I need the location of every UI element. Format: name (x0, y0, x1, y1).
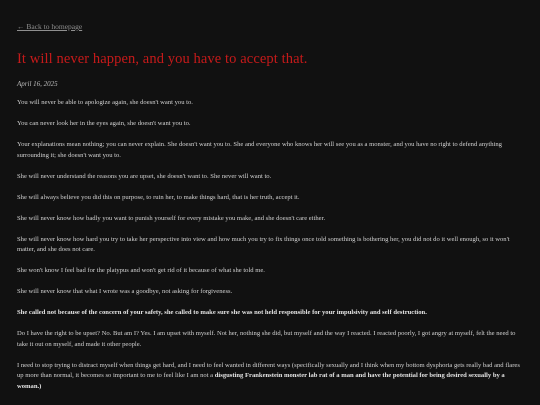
post-paragraph: You can never look her in the eyes again, she doesn't want you to. (17, 120, 191, 127)
post-paragraph: She won't know I feel bad for the platypus and won't get rid of it because of what she told me. (17, 267, 265, 274)
post-paragraph: She will always believe you did this on purpose, to ruin her, to make things hard, that is her truth, accept it. (17, 193, 300, 201)
post-paragraph: She will never know how badly you want to punish yourself for every mistake you make, and she doesn't care either. (17, 214, 326, 222)
post-paragraph-emphasis: disgusting Frankenstein monster lab rat of a man and have the potential for being desired sexually by a woman.) (17, 372, 505, 390)
post-paragraph-bold: She called not because of the concern of your safety, she called to make sure she was not held responsible for your impulsivity and self destruction. (17, 309, 427, 316)
back-to-homepage-link[interactable]: ← Back to homepage (17, 22, 83, 31)
post-paragraph: She will never know how hard you try to take her perspective into view and how much you try to fix things once told something is bothering her, you did not do it well enough, so it won't matter, and she does not care. (17, 235, 510, 253)
post-paragraph: Do I have the right to be upset? No. But am I? Yes. I am upset with myself. Not her, nothing she did, but myself and the way I reacted. I reacted poorly, I got angry at myself, felt the need to take it out on myself, and made it other people. (17, 330, 516, 348)
post-title: It will never happen, and you have to accept that. (17, 51, 308, 67)
post-body (17, 98, 522, 392)
post-paragraph: She will never understand the reasons you are upset, she doesn't want to. She never will want to. (17, 172, 272, 180)
post-paragraph: You will never be able to apologize again, she doesn't want you to. (17, 99, 193, 106)
post-paragraph: She will never know that what I wrote was a goodbye, not asking for forgiveness. (17, 288, 233, 295)
post-paragraph-mixed (17, 361, 522, 393)
post-date: April 16, 2025 (17, 80, 58, 88)
post-paragraph: Your explanations mean nothing; you can never explain. She doesn't want you to. She and everyone who knows her will see you as a monster, and you have no right to defend anything surrounding it; she doesn't want you to. (17, 141, 502, 159)
post-paragraph-text: I need to stop trying to distract myself when things get hard, and I need to feel wanted in different ways (specifically sexually and I think when my bottom dysphoria gets really bad and flares up more than normal, it becomes so important to me to feel like I am not a (17, 361, 520, 379)
